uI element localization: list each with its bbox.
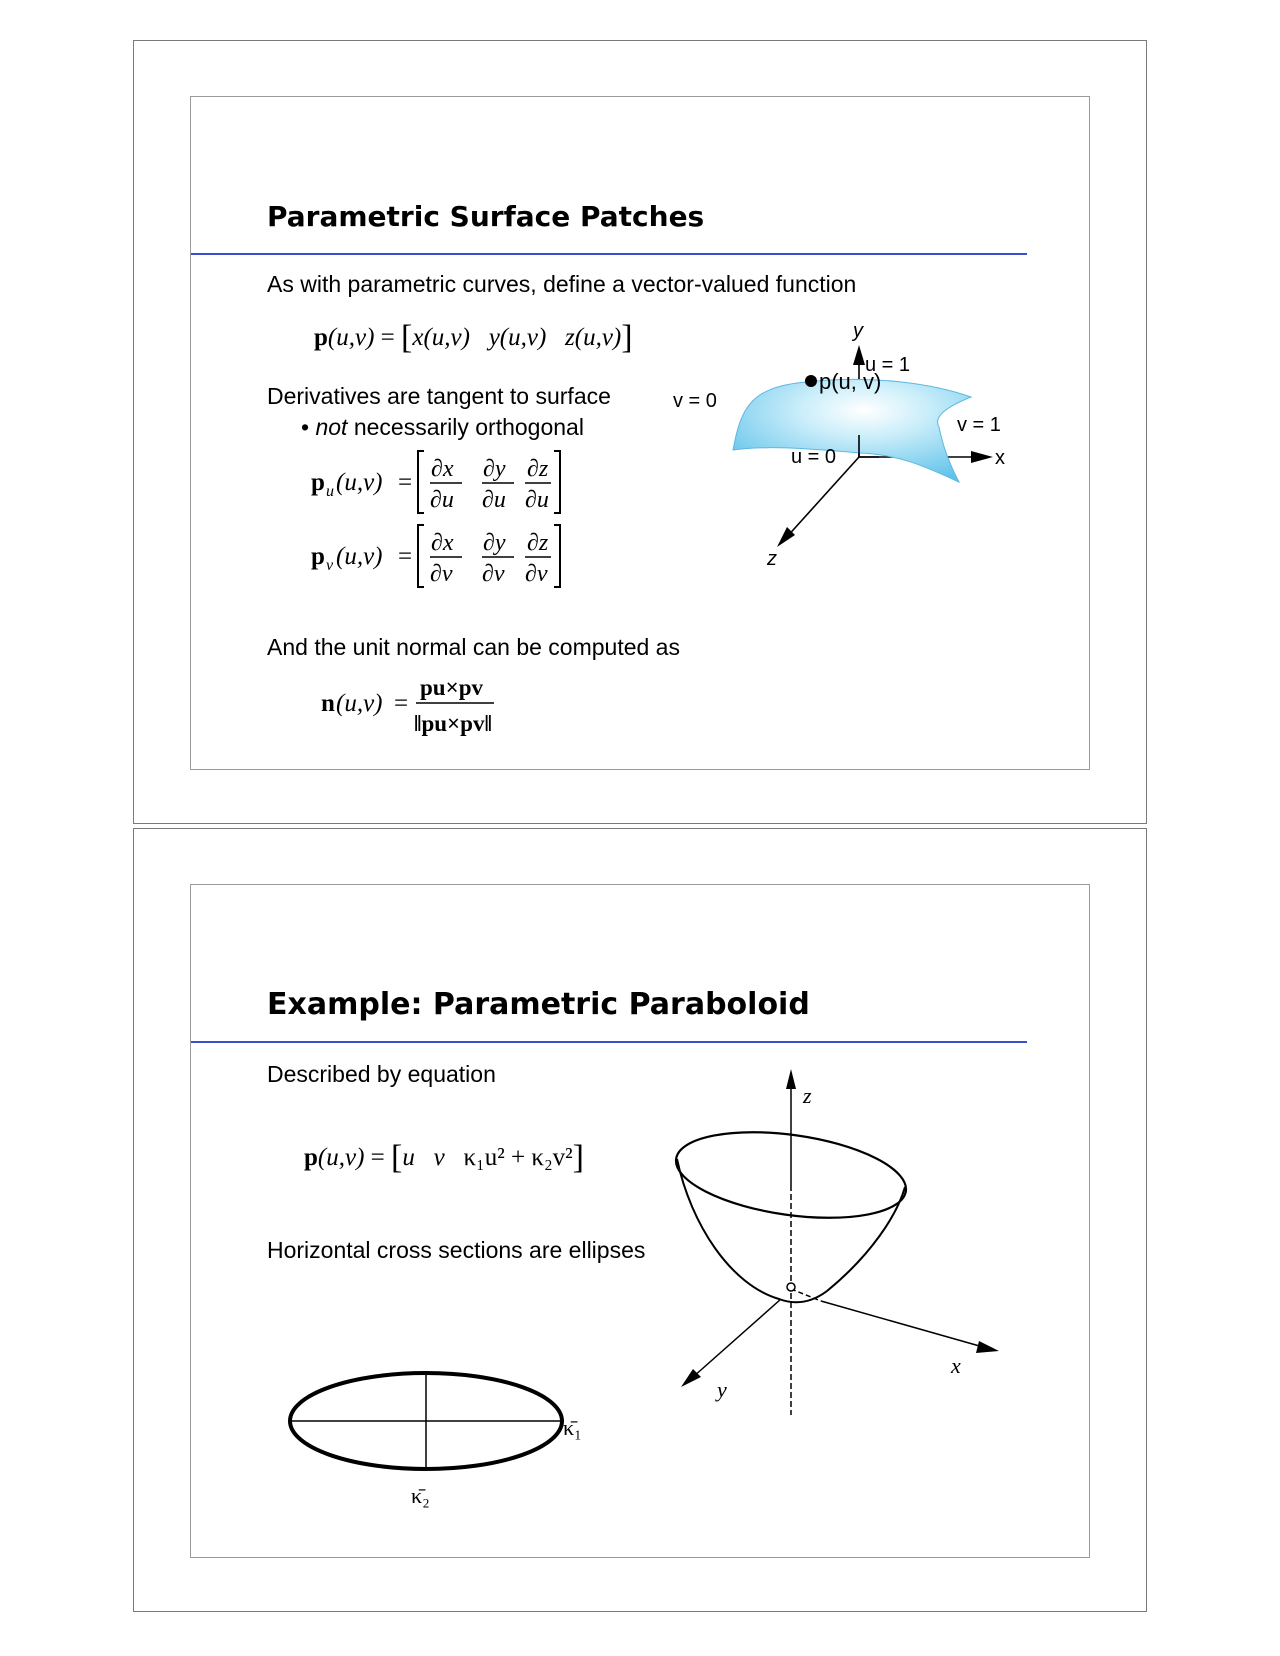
n-numerator: pu×pv <box>420 675 483 700</box>
title-rule <box>191 253 1027 255</box>
x-axis <box>821 1301 983 1347</box>
pv-bracket-right <box>554 525 560 587</box>
pv-args: (u,v) <box>336 543 383 570</box>
eq-p-comp2: y(u,v) <box>488 324 547 351</box>
eq2-lhs: p <box>304 1144 318 1171</box>
pv-den-2: ∂v <box>482 561 505 587</box>
x-axis-arrow <box>971 451 993 463</box>
eq2-c2: v <box>433 1144 445 1171</box>
described-text: Described by equation <box>267 1061 496 1087</box>
point-marker <box>805 375 817 387</box>
z-axis <box>785 457 859 539</box>
bullet-emph: not <box>315 414 348 440</box>
pu-lhs: p <box>311 469 325 496</box>
equation-pv <box>306 521 606 593</box>
ellipse-figure <box>291 1365 631 1555</box>
derivatives-heading: Derivatives are tangent to surface <box>267 383 611 409</box>
paraboloid-figure <box>661 1065 1061 1495</box>
pu-den-2: ∂u <box>482 487 506 513</box>
eq2-c3: κ₁u² + κ₂v² <box>463 1144 573 1171</box>
label-axis-y: y <box>717 1377 727 1402</box>
intro-text: As with parametric curves, define a vector-valued function <box>267 271 857 297</box>
slide-title: Example: Parametric Paraboloid <box>267 987 810 1022</box>
bullet-dot: • <box>301 414 316 440</box>
equation-p: p(u,v) = [x(u,v) y(u,v) z(u,v)] <box>314 319 633 356</box>
origin-marker <box>787 1283 795 1291</box>
label-z: z <box>767 548 777 570</box>
z-axis-arrow <box>786 1069 796 1089</box>
x-axis-arrow <box>976 1341 999 1353</box>
eq2-c1: u <box>402 1144 415 1171</box>
pv-sub: v <box>326 557 334 574</box>
label-kappa1: κ̄₁ <box>563 1415 582 1440</box>
pu-num-3: ∂z <box>527 456 549 482</box>
label-axis-z: z <box>803 1083 812 1108</box>
label-v1: v = 1 <box>957 414 1001 436</box>
pv-bracket-left <box>418 525 424 587</box>
eq-p-args: (u,v) <box>327 324 375 351</box>
label-v0: v = 0 <box>673 390 717 412</box>
pv-den-1: ∂v <box>430 561 453 587</box>
equation-paraboloid: p(u,v) = [u v κ₁u² + κ₂v²] <box>304 1139 584 1176</box>
n-args: (u,v) <box>336 690 383 717</box>
cross-sections-text: Horizontal cross sections are ellipses <box>267 1237 646 1263</box>
pu-den-3: ∂u <box>525 487 549 513</box>
pu-den-1: ∂u <box>430 487 454 513</box>
title-rule <box>191 1041 1027 1043</box>
label-y: y <box>853 320 863 342</box>
eq-p-comp1: x(u,v) <box>412 324 470 351</box>
pv-eq: = <box>398 543 413 570</box>
equation-pu <box>306 447 606 519</box>
bullet-rest: necessarily orthogonal <box>347 414 584 440</box>
pv-num-3: ∂z <box>527 530 549 556</box>
pv-num-2: ∂y <box>483 530 506 556</box>
label-axis-x: x <box>951 1353 961 1378</box>
pu-eq: = <box>398 469 413 496</box>
pv-den-3: ∂v <box>525 561 548 587</box>
label-x: x <box>995 447 1005 469</box>
x-axis-hidden <box>791 1289 821 1301</box>
n-lhs: n <box>321 690 335 717</box>
surface-patch-figure <box>673 307 1071 607</box>
bullet-orthogonal <box>301 414 584 441</box>
slide-title: Parametric Surface Patches <box>267 200 705 233</box>
surface-patch <box>733 379 971 482</box>
pv-num-1: ∂x <box>431 530 454 556</box>
label-point: p(u, v) <box>819 369 882 394</box>
eq2-args: (u,v) <box>317 1144 365 1171</box>
pu-num-2: ∂y <box>483 456 506 482</box>
eq-p-lhs: p <box>314 324 328 351</box>
equation-n <box>316 669 536 749</box>
pu-bracket-right <box>554 451 560 513</box>
slide-2 <box>190 884 1090 1558</box>
pv-lhs: p <box>311 543 325 570</box>
n-denominator: ‖pu×pv‖ <box>414 711 492 736</box>
pu-num-1: ∂x <box>431 456 454 482</box>
y-axis <box>693 1299 781 1377</box>
pu-sub: u <box>326 483 334 500</box>
y-axis-arrow <box>853 345 865 365</box>
pu-bracket-left <box>418 451 424 513</box>
slide-1 <box>190 96 1090 770</box>
n-eq: = <box>394 690 409 717</box>
pu-args: (u,v) <box>336 469 383 496</box>
eq-p-comp3: z(u,v) <box>565 324 622 351</box>
normal-heading: And the unit normal can be computed as <box>267 634 680 660</box>
label-u0: u = 0 <box>791 446 837 468</box>
label-u1: u = 1 <box>865 354 911 376</box>
label-kappa2: κ̄₂ <box>411 1483 430 1508</box>
